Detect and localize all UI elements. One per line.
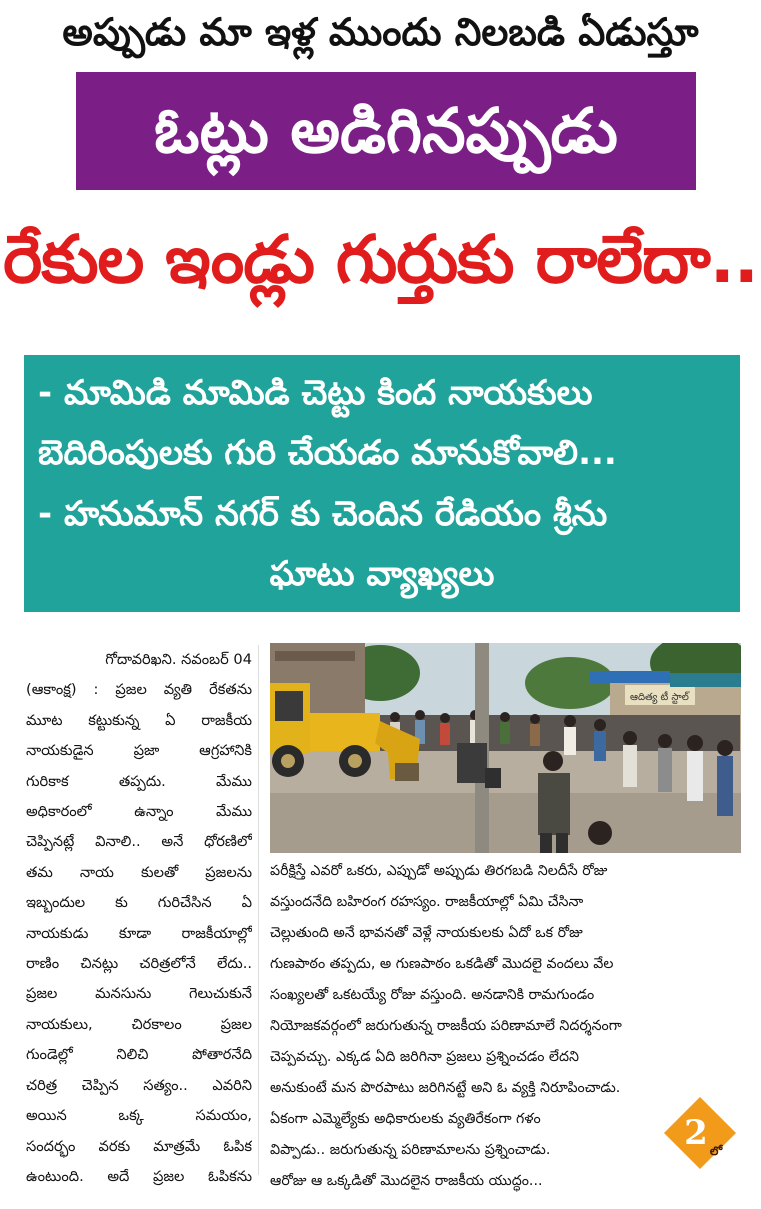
kicker-headline: అప్పుడు మా ఇళ్ల ముందు నిలబడి ఏడుస్తూ xyxy=(62,10,699,54)
subhead-line: - హనుమాన్ నగర్ కు చెందిన రేడియం శ్రీను xyxy=(38,493,608,534)
body-line: గోదావరిఖని. నవంబర్ 04 xyxy=(105,651,252,668)
body-line: సంఖ్యలతో ఒకటయ్యే రోజు వస్తుంది. అనడానికి రామగుండం xyxy=(270,987,595,1003)
shop-sign-text: ఆదిత్య టీ స్టాల్ xyxy=(630,692,689,703)
body-line: చరిత్ర చెప్పిన సత్యం.. ఎవరిని xyxy=(26,1076,252,1094)
body-line: గుండెల్లో నిలిచి పోతారనేది xyxy=(26,1046,252,1064)
body-line: నాయకులు, చిరకాలం ప్రజల xyxy=(26,1015,252,1033)
body-line: ఏకంగా ఎమ్మెల్యేకు అధికారులకు వ్యతిరేకంగా గళం xyxy=(270,1111,541,1127)
body-line: నియోజకవర్గంలో జరుగుతున్న రాజకీయ పరిణామాలే నిదర్శనంగా xyxy=(270,1018,622,1034)
subhead-box xyxy=(24,355,740,612)
badge-number: 2 xyxy=(684,1113,708,1153)
crowd-demolition-photo xyxy=(270,643,741,853)
body-line: విప్పాడు.. జరుగుతున్న పరిణామాలను ప్రశ్నించాడు. xyxy=(270,1142,551,1158)
body-line: రాణిం చినట్లు చరిత్రలోనే లేదు.. xyxy=(26,955,252,973)
subhead-line: ఘాటు వ్యాఖ్యలు xyxy=(269,553,495,594)
column-divider xyxy=(258,645,259,1175)
subhead-line: బెదిరింపులకు గురి చేయడం మానుకోవాలి... xyxy=(38,433,617,474)
body-line: పరీక్షిస్తే ఎవరో ఒకరు, ఎప్పుడో అప్పుడు తిరగబడి నిలదీసే రోజు xyxy=(270,863,608,879)
body-line: అయిన ఒక్క సమయం, xyxy=(26,1107,252,1125)
body-line: అధికారంలో ఉన్నాం మేము xyxy=(26,803,252,821)
main-headline: రేకుల ఇండ్లు గుర్తుకు రాలేదా.. xyxy=(3,221,758,298)
body-line: గురికాక తప్పదు. మేము xyxy=(26,772,252,790)
subhead-line: - మామిడి మామిడి చెట్టు కింద నాయకులు xyxy=(38,373,593,414)
left-column xyxy=(26,645,252,1192)
body-line: నాయకుడు కూడా రాజకీయాల్లో xyxy=(26,924,252,942)
body-line: (ఆకాంక్ష) : ప్రజల వ్యతి రేకతను xyxy=(26,681,252,699)
body-line: ఆరోజు ఆ ఒక్కడితో మొదలైన రాజకీయ యుద్ధం... xyxy=(270,1173,543,1189)
body-line: చెప్పినట్లే వినాలి.. అనే ధోరణిలో xyxy=(26,833,252,851)
body-line: గుణపాఠం తప్పదు, అ గుణపాఠం ఒకడితో మొదలై వందలు వేల xyxy=(270,956,614,972)
body-line: తమ నాయ కులతో ప్రజలను xyxy=(26,863,252,881)
body-line: సందర్భం వరకు మాత్రమే ఓపిక xyxy=(26,1137,252,1155)
body-line: వస్తుందనేది బహిరంగ రహస్యం. రాజకీయాల్లో ఏమి చేసినా xyxy=(270,894,584,910)
page-badge xyxy=(662,1095,738,1171)
body-line: నాయకుడైన ప్రజా ఆగ్రహానికి xyxy=(26,742,252,760)
body-line: మూట కట్టుకున్న ఏ రాజకీయ xyxy=(26,711,252,729)
page-number-badge-icon xyxy=(662,1095,738,1171)
body-line: చెప్పవచ్చు. ఎక్కడ ఏది జరిగినా ప్రజలు ప్రశ్నించడం లేదని xyxy=(270,1049,579,1065)
banner-band xyxy=(76,72,696,190)
news-photo xyxy=(270,643,741,853)
body-line: చెల్లుతుంది అనే భావనతో వెళ్లే నాయకులకు ఏదో ఒక రోజు xyxy=(270,925,583,941)
body-line: ఇబ్బందుల కు గురిచేసిన ఏ xyxy=(26,894,252,912)
body-line: ఉంటుంది. అదే ప్రజల ఓపికను xyxy=(26,1167,252,1185)
badge-suffix: లో xyxy=(709,1144,723,1158)
body-line: అనుకుంటే మన పొరపాటు జరిగినట్టే అని ఓ వ్యక్తి నిరూపించాడు. xyxy=(270,1080,621,1096)
body-line: ప్రజల మనసును గెలుచుకునే xyxy=(26,985,252,1003)
banner-text: ఓట్లు అడిగినప్పుడు xyxy=(154,94,618,167)
